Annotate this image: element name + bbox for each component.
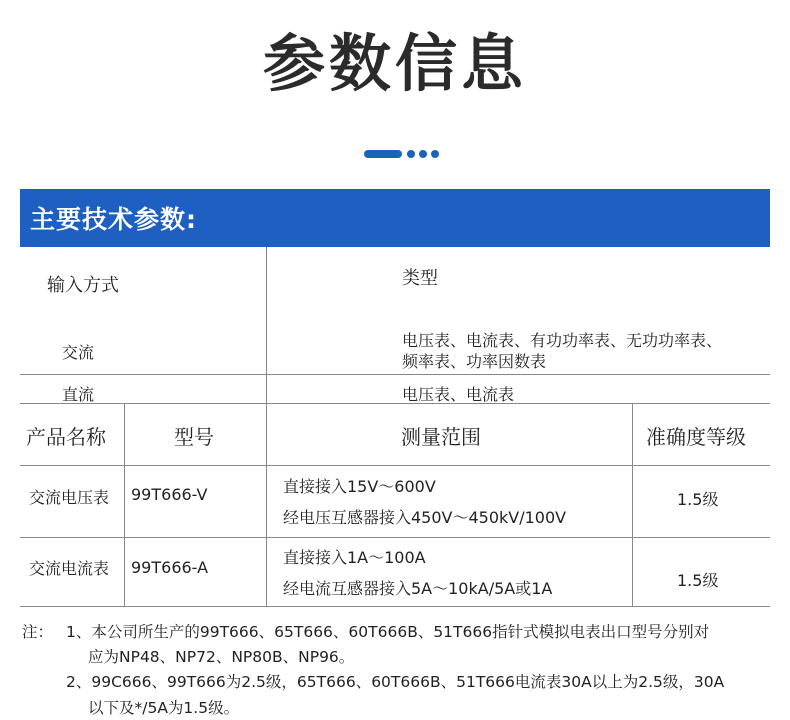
page-title: 参数信息: [262, 27, 527, 100]
header-type: 类型: [402, 268, 438, 289]
accent-bar: [364, 150, 402, 158]
divider: [20, 465, 770, 466]
range-direct: 直接接入15V～600V: [283, 477, 436, 496]
accent-dot: [407, 150, 415, 158]
divider: [20, 606, 770, 607]
range-transformer: 经电压互感器接入450V～450kV/100V: [283, 508, 567, 527]
header-accuracy: 准确度等级: [646, 425, 746, 449]
divider: [266, 247, 267, 403]
accuracy-grade: 1.5级: [677, 490, 719, 509]
header-input-mode: 输入方式: [47, 275, 119, 296]
types-ac-line1: 电压表、电流表、有功功率表、无功功率表、: [402, 331, 723, 350]
divider: [632, 403, 633, 606]
note-1-line1: 1、本公司所生产的99T666、65T666、60T666B、51T666指针式模拟电表出口型号分别对: [66, 623, 710, 641]
notes-label: 注：: [22, 623, 54, 641]
note-1-line2: 应为NP48、NP72、NP80B、NP96。: [88, 648, 355, 666]
header-model: 型号: [174, 425, 214, 449]
header-range: 测量范围: [401, 425, 481, 449]
divider: [124, 403, 125, 606]
product-name: 交流电流表: [29, 559, 110, 578]
accent-dot: [431, 150, 439, 158]
range-direct: 直接接入1A～100A: [283, 548, 426, 567]
section-banner: 主要技术参数:: [20, 189, 770, 247]
accuracy-grade: 1.5级: [677, 571, 719, 590]
divider: [20, 403, 770, 404]
note-2-line2: 以下及*/5A为1.5级。: [88, 699, 240, 717]
note-2-line1: 2、99C666、99T666为2.5级，65T666、60T666B、51T666电流表30A以上为2.5级，30A: [66, 673, 725, 691]
product-name: 交流电压表: [29, 488, 110, 507]
input-mode-dc: 直流: [62, 385, 95, 404]
divider: [20, 374, 770, 375]
divider: [20, 537, 770, 538]
types-ac-line2: 频率表、功率因数表: [402, 352, 547, 371]
types-dc: 电压表、电流表: [402, 385, 515, 404]
header-product-name: 产品名称: [26, 425, 106, 449]
product-model: 99T666-V: [131, 485, 208, 504]
divider: [266, 403, 267, 606]
product-model: 99T666-A: [131, 558, 209, 577]
input-mode-ac: 交流: [62, 343, 95, 362]
range-transformer: 经电流互感器接入5A～10kA/5A或1A: [283, 579, 553, 598]
accent-dot: [419, 150, 427, 158]
